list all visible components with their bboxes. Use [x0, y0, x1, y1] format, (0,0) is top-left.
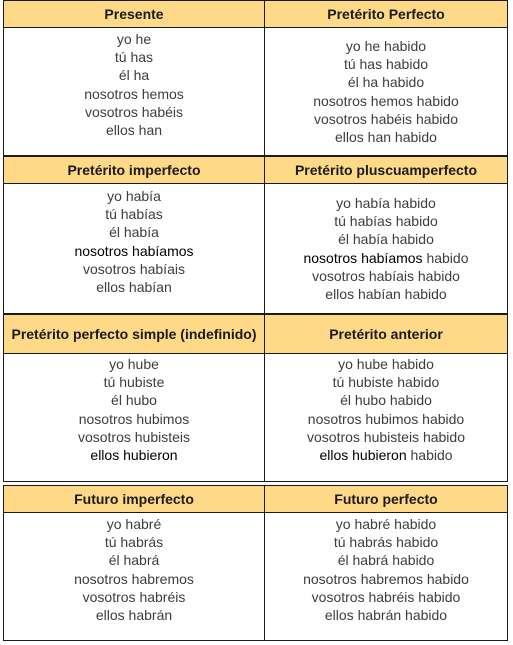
conjugation-text: vosotros habréis: [82, 588, 186, 605]
conjugation-text: tú habrás habido: [333, 534, 439, 551]
conjugation-line: [265, 194, 507, 212]
conjugation-text: yo hube habido: [338, 356, 434, 372]
conjugation-text: vosotros habéis habido: [314, 110, 458, 127]
conjugation-text: ellos habían: [96, 279, 172, 296]
tense-header-preterito-anterior: Pretérito anterior: [265, 314, 508, 354]
conjugation-line: [4, 515, 264, 533]
conjugation-text: vosotros habíais: [83, 260, 185, 277]
conjugation-text: ellos habrán: [95, 607, 173, 624]
conjugation-text: nosotros habíamos: [303, 249, 423, 266]
conjugation-line: [265, 515, 507, 533]
conjugation-text: él hubo habido: [340, 392, 432, 409]
conjugation-line: [4, 205, 264, 223]
conjugation-line: [4, 187, 264, 205]
tense-header-preterito-pluscuamperfecto: Pretérito pluscuamperfecto: [265, 156, 508, 184]
conjugation-text: vosotros hubisteis habido: [307, 428, 465, 445]
conjugation-cell-presente: [3, 28, 265, 156]
conjugation-text: yo he habido: [345, 38, 427, 54]
conjugation-line: [4, 606, 264, 624]
body-row-futuro: [3, 513, 508, 641]
conjugation-line: [4, 373, 264, 391]
conjugation-cell-preterito-perfecto: [265, 28, 508, 156]
conjugation-text: él habrá: [108, 552, 160, 569]
conjugation-cell-preterito-perfecto-simple: [3, 354, 265, 482]
conjugation-text: yo he: [116, 31, 152, 47]
conjugation-line: [265, 92, 507, 110]
conjugation-line: [265, 110, 507, 128]
conjugation-line: [265, 373, 507, 391]
conjugation-line: [4, 242, 264, 260]
conjugation-line: [4, 30, 264, 48]
conjugation-text: yo había habido: [336, 195, 436, 211]
header-row-futuro: [3, 485, 508, 513]
conjugation-line: [4, 66, 264, 84]
conjugation-line: [4, 260, 264, 278]
conjugation-text: nosotros habremos habido: [303, 570, 469, 587]
conjugation-line: [4, 223, 264, 241]
conjugation-line: [265, 212, 507, 230]
conjugation-line: [4, 278, 264, 296]
conjugation-text: ellos habrán habido: [324, 607, 448, 624]
conjugation-line: [4, 428, 264, 446]
conjugation-line: [4, 570, 264, 588]
conjugation-text: vosotros habéis: [84, 103, 184, 120]
conjugation-line: [265, 55, 507, 73]
conjugation-line: [4, 410, 264, 428]
conjugation-text: tú habías: [105, 206, 163, 223]
conjugation-text: vosotros habréis habido: [311, 588, 461, 605]
conjugation-line: [4, 121, 264, 139]
conjugation-line: [265, 128, 507, 146]
conjugation-text: nosotros hubimos: [78, 410, 190, 427]
conjugation-line: [265, 355, 507, 373]
conjugation-line: [265, 391, 507, 409]
conjugation-line: [4, 588, 264, 606]
conjugation-line: [265, 230, 507, 248]
conjugation-text: él ha habido: [347, 74, 425, 91]
conjugation-text: él había habido: [338, 231, 434, 248]
conjugation-text: habido: [422, 249, 469, 266]
conjugation-line: [265, 533, 507, 551]
conjugation-text: vosotros hubisteis: [77, 428, 191, 445]
header-row-presente: [3, 0, 508, 28]
conjugation-text: nosotros hubimos habido: [307, 410, 465, 427]
conjugation-line: [265, 73, 507, 91]
conjugation-line: [265, 249, 507, 267]
conjugation-text: ellos hubieron: [319, 447, 407, 464]
header-row-imperfecto: [3, 156, 508, 184]
conjugation-text: nosotros hemos habido: [313, 92, 459, 109]
conjugation-text: yo hube: [109, 356, 159, 372]
conjugation-text: él ha: [118, 67, 150, 84]
body-row-imperfecto: [3, 184, 508, 314]
conjugation-line: [265, 570, 507, 588]
conjugation-text: tú habrás: [104, 534, 164, 551]
conjugation-text: ellos han: [105, 122, 163, 139]
conjugation-text: tú hubiste: [103, 374, 165, 391]
conjugation-line: [265, 410, 507, 428]
conjugation-line: [4, 391, 264, 409]
tense-header-preterito-perfecto-simple: Pretérito perfecto simple (indefinido): [3, 314, 265, 354]
conjugation-text: ellos hubieron: [90, 447, 178, 464]
tense-header-futuro-imperfecto: Futuro imperfecto: [3, 485, 265, 513]
conjugation-line: [4, 446, 264, 464]
conjugation-text: nosotros hemos: [84, 85, 184, 102]
conjugation-text: él hubo: [111, 392, 157, 409]
conjugation-cell-futuro-imperfecto: [3, 513, 265, 641]
conjugation-text: yo había: [107, 188, 161, 204]
tense-header-preterito-perfecto: Pretérito Perfecto: [265, 0, 508, 28]
conjugation-text: tú habías habido: [334, 213, 438, 230]
conjugation-text: nosotros habremos: [74, 570, 194, 587]
conjugation-line: [265, 37, 507, 55]
conjugation-text: él habrá habido: [337, 552, 435, 569]
conjugation-line: [4, 103, 264, 121]
conjugation-line: [265, 588, 507, 606]
body-row-presente: [3, 28, 508, 156]
conjugation-line: [4, 48, 264, 66]
conjugation-line: [4, 551, 264, 569]
conjugation-line: [265, 446, 507, 464]
conjugation-line: [4, 85, 264, 103]
conjugation-text: yo habré habido: [335, 516, 437, 532]
conjugation-line: [4, 533, 264, 551]
conjugation-cell-preterito-anterior: [265, 354, 508, 482]
conjugation-line: [265, 428, 507, 446]
conjugation-text: ellos habían habido: [325, 286, 447, 303]
conjugation-text: yo habré: [106, 516, 162, 532]
conjugation-line: [4, 355, 264, 373]
conjugation-line: [265, 606, 507, 624]
conjugation-cell-preterito-imperfecto: [3, 184, 265, 314]
conjugation-text: ellos han habido: [335, 129, 437, 146]
conjugation-text: tú has habido: [343, 56, 429, 73]
conjugation-text: tú hubiste habido: [332, 374, 440, 391]
conjugation-line: [265, 267, 507, 285]
conjugation-text: habido: [406, 447, 453, 464]
tense-header-preterito-imperfecto: Pretérito imperfecto: [3, 156, 265, 184]
conjugation-cell-preterito-pluscuamperfecto: [265, 184, 508, 314]
conjugation-text: él había: [109, 224, 159, 241]
conjugation-cell-futuro-perfecto: [265, 513, 508, 641]
conjugation-text: vosotros habíais habido: [312, 267, 460, 284]
tense-header-presente: Presente: [3, 0, 265, 28]
conjugation-text: nosotros habíamos: [74, 242, 194, 259]
conjugation-line: [265, 551, 507, 569]
tense-header-futuro-perfecto: Futuro perfecto: [265, 485, 508, 513]
conjugation-table: [3, 0, 508, 643]
conjugation-text: tú has: [114, 49, 154, 66]
conjugation-line: [265, 285, 507, 303]
header-row-indefinido: [3, 314, 508, 354]
body-row-indefinido: [3, 354, 508, 482]
